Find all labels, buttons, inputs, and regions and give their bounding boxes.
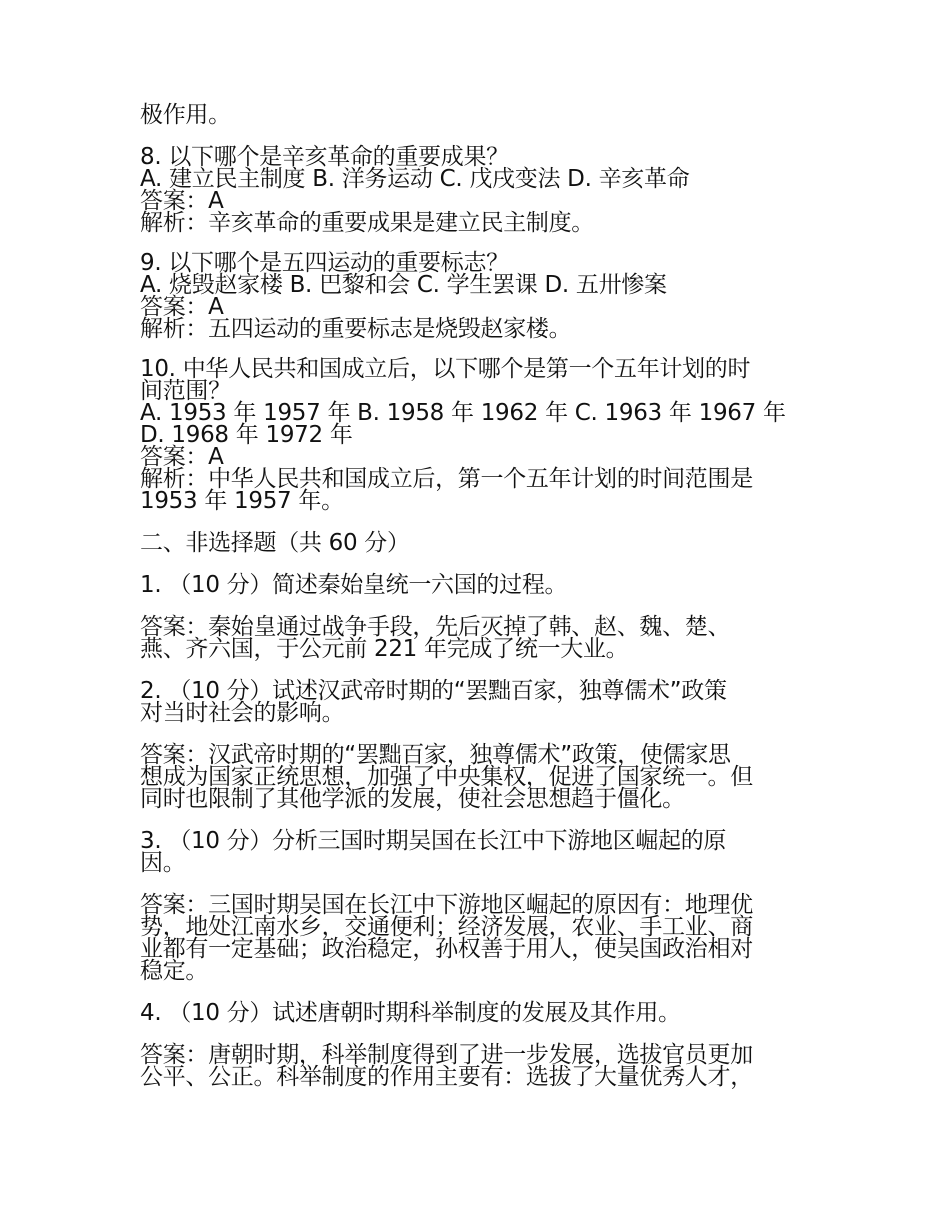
question-10: 10. 中华人民共和国成立后，以下哪个是第一个五年计划的时 <box>140 356 751 382</box>
essay-question-1: 1. （10 分）简述秦始皇统一六国的过程。 <box>140 572 568 598</box>
question-9-options: A. 烧毁赵家楼 B. 巴黎和会 C. 学生罢课 D. 五卅惨案 <box>140 272 667 298</box>
essay-answer-3-cont: 业都有一定基础；政治稳定，孙权善于用人，使吴国政治相对 <box>140 936 753 962</box>
essay-answer-4: 答案：唐朝时期，科举制度得到了进一步发展，选拔官员更加 <box>140 1042 753 1068</box>
essay-answer-3: 答案：三国时期吴国在长江中下游地区崛起的原因有：地理优 <box>140 892 753 918</box>
question-8-answer: 答案：A <box>140 188 224 214</box>
question-8: 8. 以下哪个是辛亥革命的重要成果？ <box>140 144 509 170</box>
question-10-explanation-cont: 1953 年 1957 年。 <box>140 488 344 514</box>
question-9-explanation: 解析：五四运动的重要标志是烧毁赵家楼。 <box>140 316 572 342</box>
essay-question-4: 4. （10 分）试述唐朝时期科举制度的发展及其作用。 <box>140 1000 681 1026</box>
section-heading: 二、非选择题（共 60 分） <box>140 530 410 556</box>
essay-answer-2: 答案：汉武帝时期的“罢黜百家，独尊儒术”政策，使儒家思 <box>140 742 731 768</box>
question-10-answer: 答案：A <box>140 444 224 470</box>
question-10-options: A. 1953 年 1957 年 B. 1958 年 1962 年 C. 1963 年 1967 年 <box>140 400 786 426</box>
essay-answer-1-cont: 燕、齐六国，于公元前 221 年完成了统一大业。 <box>140 636 629 662</box>
essay-answer-2-cont: 同时也限制了其他学派的发展，使社会思想趋于僵化。 <box>140 786 685 812</box>
essay-question-3: 3. （10 分）分析三国时期吴国在长江中下游地区崛起的原 <box>140 828 727 854</box>
question-10-options-cont: D. 1968 年 1972 年 <box>140 422 353 448</box>
document-body <box>140 104 812 1088</box>
essay-answer-3-cont: 稳定。 <box>140 958 209 984</box>
question-9: 9. 以下哪个是五四运动的重要标志？ <box>140 250 509 276</box>
question-10-explanation: 解析：中华人民共和国成立后，第一个五年计划的时间范围是 <box>140 466 753 492</box>
question-8-options: A. 建立民主制度 B. 洋务运动 C. 戊戌变法 D. 辛亥革命 <box>140 166 690 192</box>
question-10-cont: 间范围？ <box>140 378 231 404</box>
essay-question-3-cont: 因。 <box>140 850 186 876</box>
text-line: 极作用。 <box>140 102 231 128</box>
essay-question-2-cont: 对当时社会的影响。 <box>140 700 345 726</box>
essay-answer-3-cont: 势，地处江南水乡，交通便利；经济发展，农业、手工业、商 <box>140 914 753 940</box>
essay-answer-2-cont: 想成为国家正统思想，加强了中央集权，促进了国家统一。但 <box>140 764 753 790</box>
essay-question-2: 2. （10 分）试述汉武帝时期的“罢黜百家，独尊儒术”政策 <box>140 678 727 704</box>
question-9-answer: 答案：A <box>140 294 224 320</box>
question-8-explanation: 解析：辛亥革命的重要成果是建立民主制度。 <box>140 210 595 236</box>
essay-answer-4-cont: 公平、公正。科举制度的作用主要有：选拔了大量优秀人才， <box>140 1064 753 1090</box>
essay-answer-1: 答案：秦始皇通过战争手段，先后灭掉了韩、赵、魏、楚、 <box>140 614 731 640</box>
